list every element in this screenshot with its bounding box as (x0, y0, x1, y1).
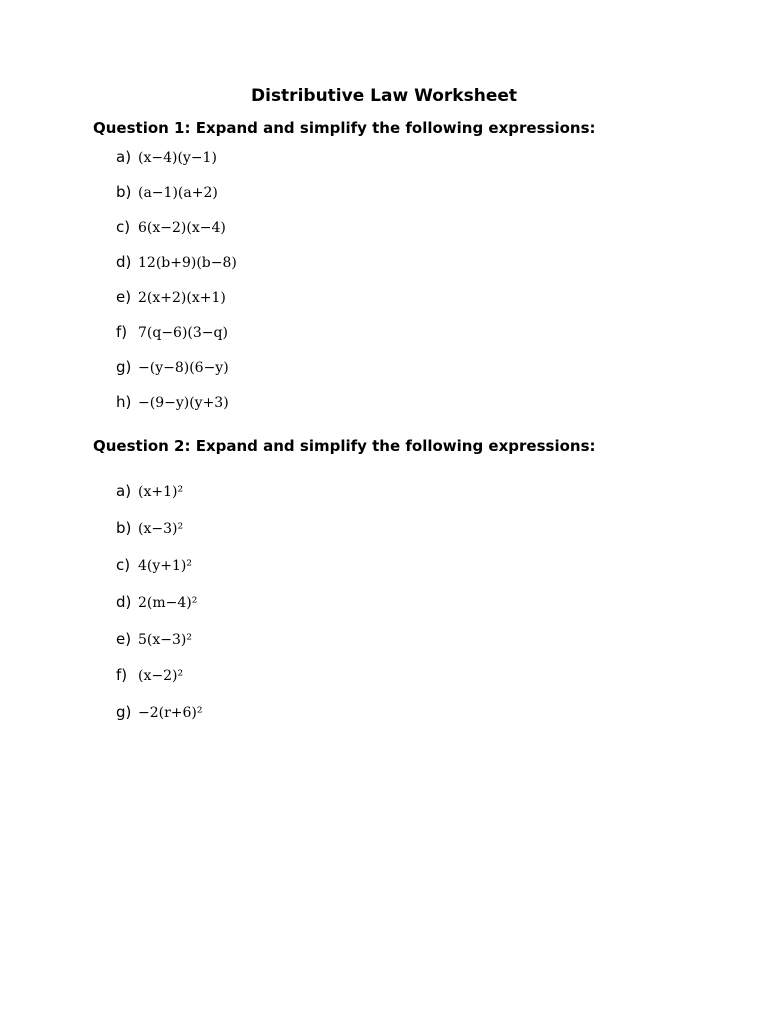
math-expression: 5(x−3)² (138, 632, 192, 648)
question-1-item-h (116, 393, 229, 415)
question-2-item-f (116, 666, 183, 688)
item-label: a) (116, 482, 132, 500)
item-label: b) (116, 183, 132, 201)
item-label: c) (116, 556, 131, 574)
math-expression: 12(b+9)(b−8) (138, 255, 237, 271)
math-expression: −2(r+6)² (138, 705, 203, 721)
item-label: h) (116, 393, 132, 411)
item-label: g) (116, 703, 132, 721)
math-expression: (x−4)(y−1) (138, 150, 217, 166)
item-label: f) (116, 323, 128, 341)
item-label: e) (116, 288, 132, 306)
math-expression: 4(y+1)² (138, 558, 192, 574)
item-label: f) (116, 666, 128, 684)
item-label: d) (116, 253, 132, 271)
question-1-item-d (116, 253, 237, 275)
math-expression: 2(x+2)(x+1) (138, 290, 226, 306)
question-1-item-a (116, 148, 217, 170)
math-expression: −(9−y)(y+3) (138, 395, 229, 411)
math-expression: (x−3)² (138, 521, 184, 537)
question-1-item-b (116, 183, 218, 205)
item-label: g) (116, 358, 132, 376)
math-expression: 7(q−6)(3−q) (138, 325, 228, 341)
math-expression: (a−1)(a+2) (138, 185, 218, 201)
item-label: c) (116, 218, 131, 236)
question-2-item-b (116, 519, 183, 541)
worksheet-title: Distributive Law Worksheet (251, 86, 517, 106)
question-1-item-e (116, 288, 226, 310)
item-label: a) (116, 148, 132, 166)
item-label: d) (116, 593, 132, 611)
question-2-heading: Question 2: Expand and simplify the following expressions: (93, 437, 596, 455)
math-expression: (x−2)² (138, 668, 184, 684)
question-1-item-g (116, 358, 229, 380)
question-2-item-a (116, 482, 183, 504)
question-1-item-c (116, 218, 226, 240)
question-2-item-d (116, 593, 197, 615)
math-expression: 6(x−2)(x−4) (138, 220, 226, 236)
item-label: b) (116, 519, 132, 537)
question-2-item-c (116, 556, 192, 578)
math-expression: 2(m−4)² (138, 595, 198, 611)
question-2-item-e (116, 630, 192, 652)
math-expression: (x+1)² (138, 484, 184, 500)
math-expression: −(y−8)(6−y) (138, 360, 229, 376)
item-label: e) (116, 630, 132, 648)
question-1-item-f (116, 323, 228, 345)
question-1-heading: Question 1: Expand and simplify the following expressions: (93, 119, 596, 137)
question-2-item-g (116, 703, 203, 725)
